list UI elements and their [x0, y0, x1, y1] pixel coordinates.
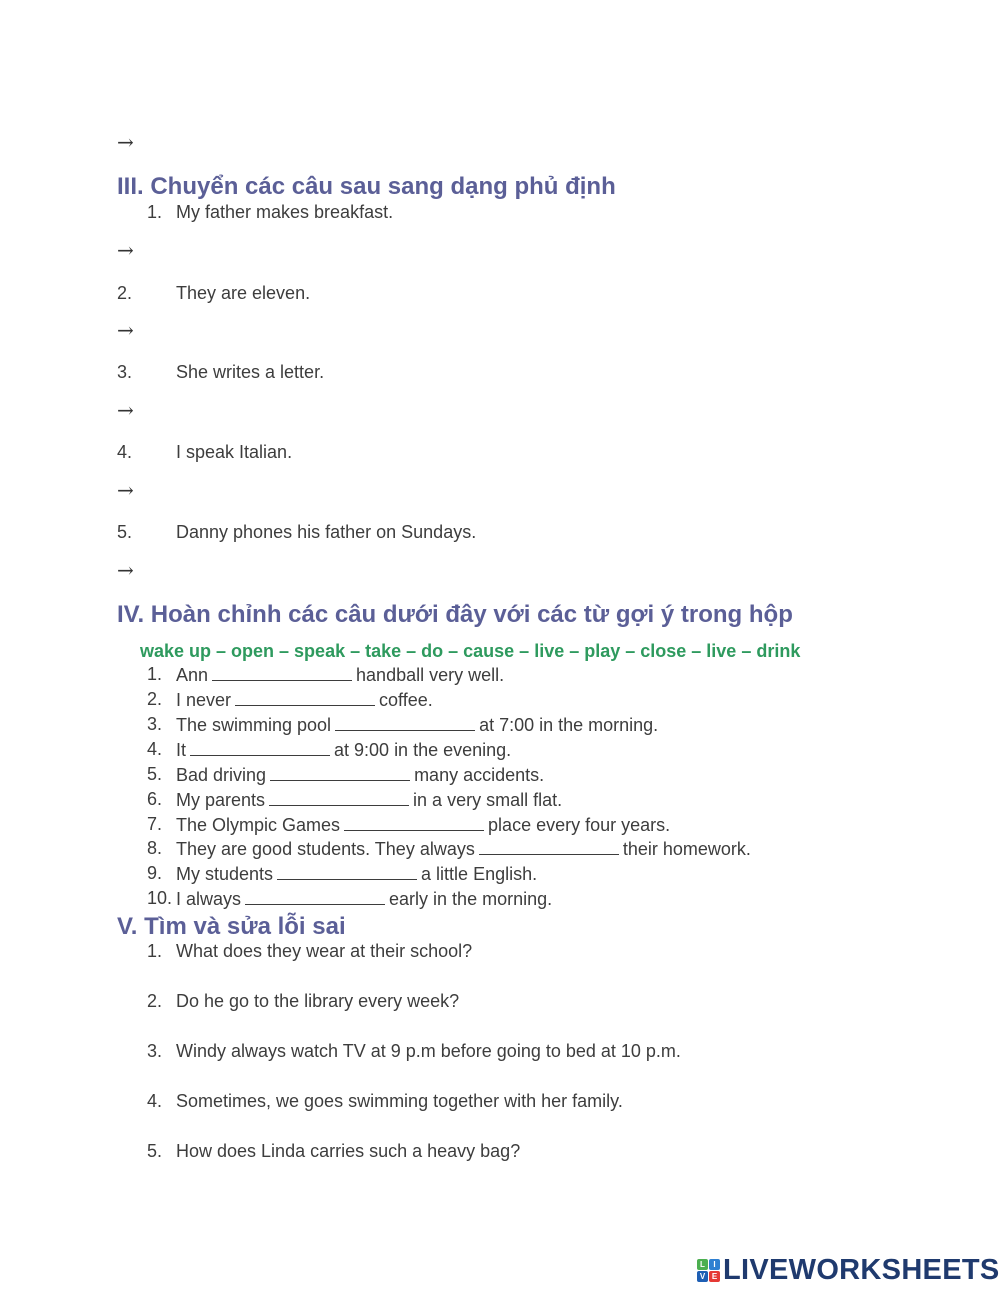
item-text-before: My students: [176, 864, 274, 884]
item-text-after: a little English.: [421, 864, 538, 884]
item-text-before: Bad driving: [176, 765, 267, 785]
item-number: 4.: [117, 442, 133, 462]
item-text: Do he go to the library every week?: [176, 991, 460, 1011]
item-text-after: at 7:00 in the morning.: [479, 715, 659, 735]
item-number: 2.: [147, 991, 163, 1011]
item-text: They are eleven.: [176, 283, 311, 303]
logo-wordmark: LIVEWORKSHEETS: [723, 1254, 1000, 1286]
answer-arrow: →: [117, 130, 134, 154]
answer-blank[interactable]: [245, 889, 385, 905]
item-text-after: their homework.: [622, 839, 751, 859]
item-number: 2.: [117, 283, 133, 303]
answer-blank[interactable]: [479, 839, 619, 855]
item-text-after: place every four years.: [488, 815, 671, 835]
item-number: 9.: [147, 863, 163, 883]
answer-blank[interactable]: [335, 715, 475, 731]
item-text-after: at 9:00 in the evening.: [334, 740, 512, 760]
item-text: Windy always watch TV at 9 p.m before going to bed at 10 p.m.: [176, 1041, 681, 1061]
item-text-after: handball very well.: [356, 665, 505, 685]
item-number: 3.: [147, 1041, 163, 1061]
item-text-before: The swimming pool: [176, 715, 332, 735]
answer-arrow: →: [117, 318, 134, 342]
item-number: 3.: [147, 714, 163, 734]
item-text-after: early in the morning.: [389, 889, 553, 909]
item-text-after: many accidents.: [414, 765, 545, 785]
item-number: 2.: [147, 689, 163, 709]
item-text: My father makes breakfast.: [176, 202, 394, 222]
logo-tile: V: [697, 1271, 708, 1282]
answer-arrow: →: [117, 238, 134, 262]
item-number: 6.: [147, 789, 163, 809]
item-text: Danny phones his father on Sundays.: [176, 522, 477, 542]
answer-blank[interactable]: [277, 864, 417, 880]
item-text: What does they wear at their school?: [176, 941, 473, 961]
answer-arrow: →: [117, 398, 134, 422]
item-number: 5.: [147, 1141, 163, 1161]
item-number: 8.: [147, 838, 163, 858]
item-text-before: It: [176, 740, 187, 760]
item-text: She writes a letter.: [176, 362, 325, 382]
answer-arrow: →: [117, 558, 134, 582]
item-number: 7.: [147, 814, 163, 834]
item-number: 5.: [147, 764, 163, 784]
section-4-title: IV. Hoàn chỉnh các câu dưới đây với các từ gợi ý trong hộp: [117, 601, 793, 628]
section-5-title: V. Tìm và sửa lỗi sai: [117, 913, 346, 940]
logo-tile: E: [709, 1271, 720, 1282]
item-text: Sometimes, we goes swimming together with her family.: [176, 1091, 623, 1111]
item-text-before: They are good students. They always: [176, 839, 475, 859]
item-number: 4.: [147, 1091, 163, 1111]
item-text-before: The Olympic Games: [176, 815, 341, 835]
item-number: 1.: [147, 664, 163, 684]
answer-blank[interactable]: [235, 690, 375, 706]
item-number: 4.: [147, 739, 163, 759]
answer-blank[interactable]: [344, 815, 484, 831]
logo-tile: L: [697, 1259, 708, 1270]
item-text-before: My parents: [176, 790, 266, 810]
item-text: I speak Italian.: [176, 442, 293, 462]
item-number: 1.: [147, 202, 163, 222]
item-number: 5.: [117, 522, 133, 542]
word-bank: wake up – open – speak – take – do – cause – live – play – close – live – drink: [140, 641, 801, 661]
answer-blank[interactable]: [212, 665, 352, 681]
logo-tile: I: [709, 1259, 720, 1270]
item-text-before: I always: [176, 889, 242, 909]
answer-blank[interactable]: [190, 740, 330, 756]
item-text-after: in a very small flat.: [413, 790, 563, 810]
item-number: 10.: [147, 888, 173, 908]
item-text-before: I never: [176, 690, 232, 710]
item-text-before: Ann: [176, 665, 209, 685]
answer-blank[interactable]: [269, 790, 409, 806]
answer-arrow: →: [117, 478, 134, 502]
logo-tiles-icon: [697, 1259, 720, 1282]
section-3-title: III. Chuyển các câu sau sang dạng phủ định: [117, 173, 616, 200]
item-text: How does Linda carries such a heavy bag?: [176, 1141, 521, 1161]
liveworksheets-logo: [697, 1256, 1000, 1285]
item-number: 1.: [147, 941, 163, 961]
item-number: 3.: [117, 362, 133, 382]
item-text-after: coffee.: [379, 690, 433, 710]
answer-blank[interactable]: [270, 765, 410, 781]
